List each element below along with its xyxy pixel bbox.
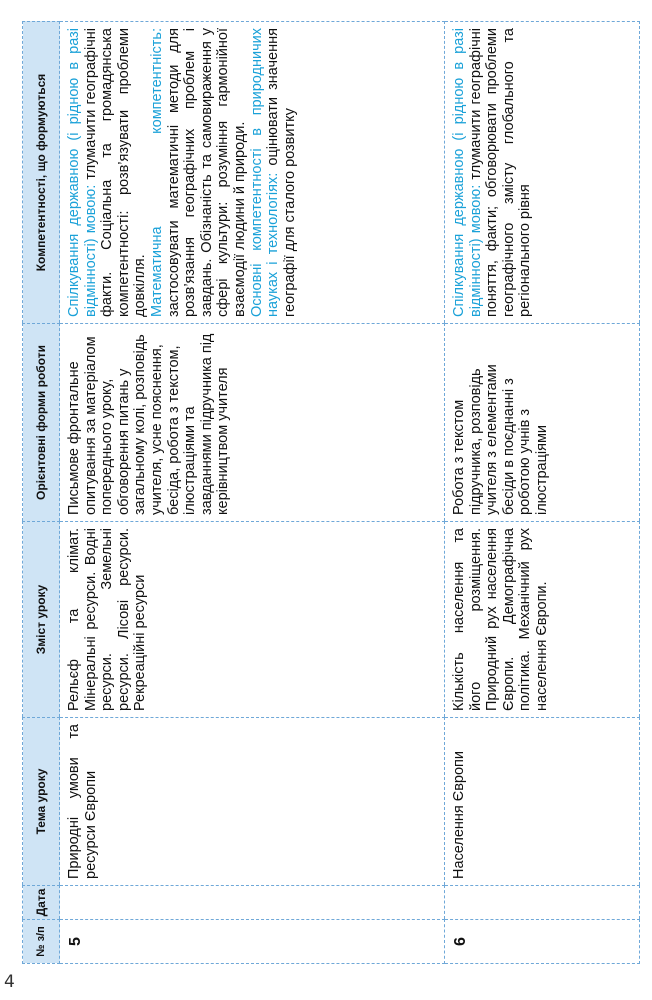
header-date: Дата <box>23 886 60 920</box>
row-competences <box>445 22 640 324</box>
row-topic: Населення Європи <box>445 718 640 886</box>
competence-key: Математична компетентність: <box>148 28 165 317</box>
row-num: 6 <box>445 920 640 964</box>
competence-paragraph <box>249 28 299 317</box>
competence-key: Спілкування державною (і рідною в разі відмінності) мовою: <box>451 28 484 317</box>
row-forms: Робота з текстом підручника, розповідь учителя з елементами бесіди в поєднанні з роботою учнів з ілюстраціями <box>445 324 640 522</box>
row-content: Кількість населення та його розміщення. Природний рух населення Європи. Демографічна політика. Механічний рух населення Європи. <box>445 522 640 718</box>
row-date <box>60 886 445 920</box>
table-row <box>60 22 445 964</box>
header-num: № з/п <box>23 920 60 964</box>
row-date <box>445 886 640 920</box>
competence-paragraph <box>451 28 534 317</box>
table-row <box>445 22 640 964</box>
row-content: Рельєф та клімат. Мінеральні ресурси. Водні ресурси. Земельні ресурси. Лісові ресурси. Рекреаційні ресурси <box>60 522 445 718</box>
row-forms: Письмове фронтальне опитування за матеріалом попереднього уроку, обговорення питань у загальному колі, розповідь учителя, усне пояснення, бесіда, робота з текстом, ілюстраціями та завданнями підручника під керівництвом учителя <box>60 324 445 522</box>
competence-paragraph <box>66 28 149 317</box>
competence-text: застосовувати математичні методи для розв’язання географічних проблем і завдань. Обізнаність та самовираження у сфері культури: розуміння гармонійної взаємодії людини й природи. <box>165 28 248 317</box>
competence-key: Основні компетентності в природничих науках і технологіях: <box>248 28 282 317</box>
competence-paragraph <box>149 28 249 317</box>
header-forms: Орієнтовні форми роботи <box>23 324 60 522</box>
header-competences: Компетентності, що формуються <box>23 22 60 324</box>
header-topic: Тема уроку <box>23 718 60 886</box>
competence-text: оцінювати значення географії для сталого розвитку <box>265 28 298 317</box>
competence-text: тлумачити географічні поняття, факти; обговорювати проблеми географічного змісту глобального та регіонального рівня <box>467 28 534 317</box>
row-topic: Природні умови та ресурси Європи <box>60 718 445 886</box>
row-num: 5 <box>60 920 445 964</box>
table-header-row <box>23 22 60 964</box>
competence-text: тлумачити географічні факти. Соціальна та громадянська компетентності: розв’язувати проблеми довкілля. <box>82 28 149 317</box>
competence-key: Спілкування державною (і рідною в разі відмінності) мовою: <box>66 28 99 317</box>
page-number: 4 <box>4 972 15 992</box>
row-competences <box>60 22 445 324</box>
lesson-plan-table <box>22 21 640 964</box>
header-content: Зміст уроку <box>23 522 60 718</box>
